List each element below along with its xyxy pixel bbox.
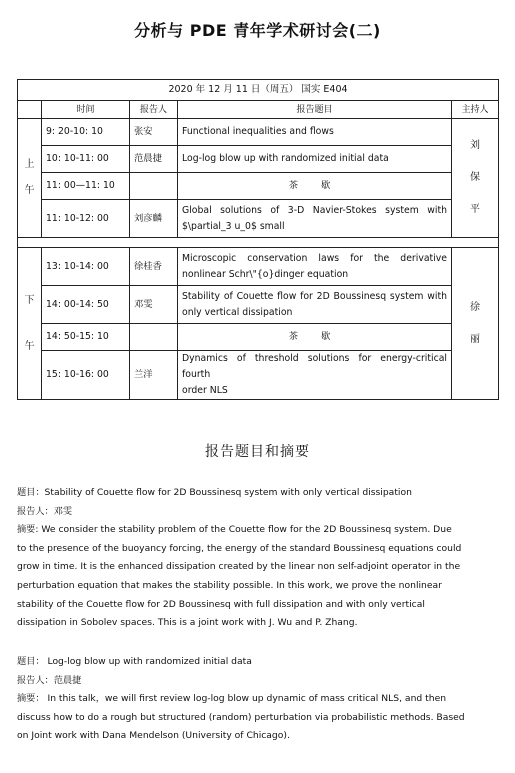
abstract-title: 题目：Stability of Couette flow for 2D Boussinesq system with only vertical dissipation	[17, 487, 412, 498]
header-topic: 报告题目	[178, 101, 452, 119]
tea-break: 茶 歇	[178, 173, 452, 200]
session-topic: Microscopic conservation laws for the derivative nonlinear Schr\"{o}dinger equation	[178, 248, 452, 286]
session-speaker: 张安	[130, 119, 178, 146]
session-speaker: 范晨捷	[130, 146, 178, 173]
abstract-text-line: 摘要: We consider the stability problem of the Couette flow for the 2D Boussinesq system. Due	[17, 524, 452, 536]
afternoon-host: 徐 丽	[452, 248, 499, 400]
abstract-title: 题目： Log-log blow up with randomized initial data	[17, 656, 252, 667]
session-topic: Stability of Couette flow for 2D Boussinesq system with only vertical dissipation	[178, 286, 452, 324]
header-time: 时间	[42, 101, 130, 119]
table-row	[18, 248, 499, 286]
abstract-text-line: 摘要： In this talk，we will first review log-log blow up dynamic of mass critical NLS, and then	[17, 693, 447, 705]
abstract-speaker: 报告人：范晨捷	[17, 674, 82, 686]
abstract-text-line: grow in time. It is the enhanced dissipation created by the linear non self-adjoint operator in the	[17, 561, 461, 573]
abstract-text-line: perturbation equation that makes the stability possible. In this work, we prove the nonlinear	[17, 579, 442, 591]
session-topic: Global solutions of 3-D Navier-Stokes system with $\partial_3 u_0$ small	[178, 200, 452, 238]
session-time: 9: 20-10: 10	[42, 119, 130, 146]
table-row	[18, 286, 499, 324]
header-host: 主持人	[452, 101, 499, 119]
session-time: 13: 10-14: 00	[42, 248, 130, 286]
abstract-text-line: stability of the Couette flow for 2D Boussinesq with full dissipation and with only vertical	[17, 598, 425, 610]
abstract-block-2	[17, 653, 469, 746]
session-speaker: 邓雯	[130, 286, 178, 324]
session-time: 11: 00—11: 10	[42, 173, 130, 200]
schedule-table	[17, 79, 499, 400]
abstract-text-line: on Joint work with Dana Mendelson (University of Chicago).	[17, 730, 290, 742]
date-line: 2020 年 12 月 11 日（周五） 国实 E404	[18, 80, 499, 101]
session-time: 15: 10-16: 00	[42, 351, 130, 400]
morning-host: 刘 保 平	[452, 119, 499, 238]
session-topic: Dynamics of threshold solutions for energy-critical fourth order NLS	[178, 351, 452, 400]
page-title: 分析与 PDE 青年学术研讨会(二)	[134, 21, 381, 40]
session-time: 11: 10-12: 00	[42, 200, 130, 238]
session-topic: Functional inequalities and flows	[178, 119, 452, 146]
abstract-speaker: 报告人：邓雯	[17, 505, 73, 517]
session-speaker: 徐桂香	[130, 248, 178, 286]
afternoon-label: 下 午	[18, 248, 42, 400]
session-time: 14: 00-14: 50	[42, 286, 130, 324]
date-row	[18, 80, 499, 101]
session-speaker	[130, 173, 178, 200]
morning-label: 上 午	[18, 119, 42, 238]
session-time: 10: 10-11: 00	[42, 146, 130, 173]
abstract-text-line: dissipation in Sobolev spaces. This is a joint work with J. Wu and P. Zhang.	[17, 617, 358, 629]
abstract-text-line: to the presence of the buoyancy forcing, the energy of the standard Boussinesq equations could	[17, 542, 462, 554]
table-row	[18, 200, 499, 238]
abstracts-heading: 报告题目和摘要	[205, 444, 310, 460]
table-divider-row	[18, 238, 499, 248]
abstract-text-line: discuss how to do a rough but structured (random) perturbation via probabilistic methods. Based	[17, 711, 465, 723]
abstract-block-1	[17, 484, 469, 633]
table-row	[18, 119, 499, 146]
session-speaker	[130, 324, 178, 351]
session-speaker: 兰洋	[130, 351, 178, 400]
tea-break: 茶 歇	[178, 324, 452, 351]
table-row	[18, 324, 499, 351]
session-topic: Log-log blow up with randomized initial data	[178, 146, 452, 173]
table-row	[18, 351, 499, 400]
session-time: 14: 50-15: 10	[42, 324, 130, 351]
table-row	[18, 173, 499, 200]
table-row	[18, 146, 499, 173]
session-speaker: 刘彦麟	[130, 200, 178, 238]
header-row	[18, 101, 499, 119]
header-blank	[18, 101, 42, 119]
header-speaker: 报告人	[130, 101, 178, 119]
